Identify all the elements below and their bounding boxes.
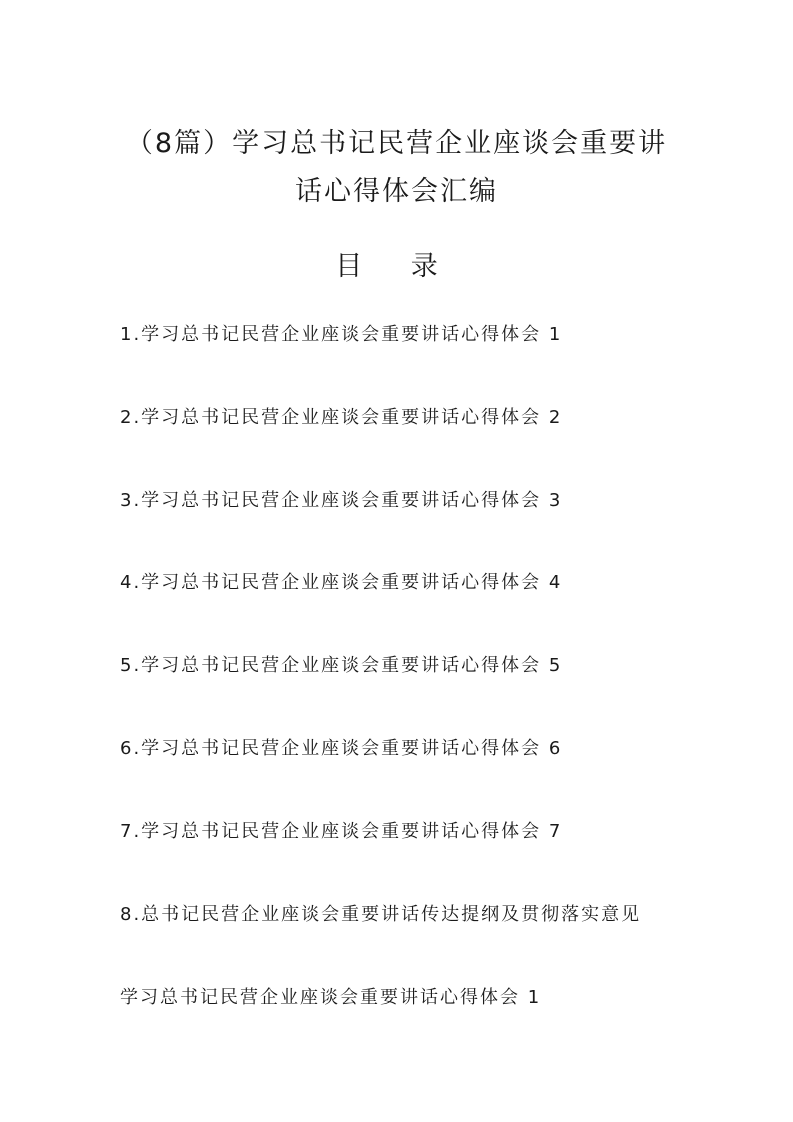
toc-item-6[interactable]: 6.学习总书记民营企业座谈会重要讲话心得体会 6 [120,737,563,759]
toc-item-4[interactable]: 4.学习总书记民营企业座谈会重要讲话心得体会 4 [120,572,563,594]
toc-list [120,320,740,982]
toc-item-3[interactable]: 3.学习总书记民营企业座谈会重要讲话心得体会 3 [120,489,563,511]
section-heading: 学习总书记民营企业座谈会重要讲话心得体会 1 [120,987,542,1008]
toc-heading: 目 录 [335,251,458,282]
document-title-line-1: （8篇）学习总书记民营企业座谈会重要讲 [125,128,668,159]
toc-item-7[interactable]: 7.学习总书记民营企业座谈会重要讲话心得体会 7 [120,820,563,842]
toc-item-2[interactable]: 2.学习总书记民营企业座谈会重要讲话心得体会 2 [120,406,563,428]
toc-item-1[interactable]: 1.学习总书记民营企业座谈会重要讲话心得体会 1 [120,324,563,345]
toc-item-8[interactable]: 8.总书记民营企业座谈会重要讲话传达提纲及贯彻落实意见 [120,903,642,925]
document-title-line-2: 话心得体会汇编 [295,176,498,207]
toc-item-5[interactable]: 5.学习总书记民营企业座谈会重要讲话心得体会 5 [120,655,563,677]
